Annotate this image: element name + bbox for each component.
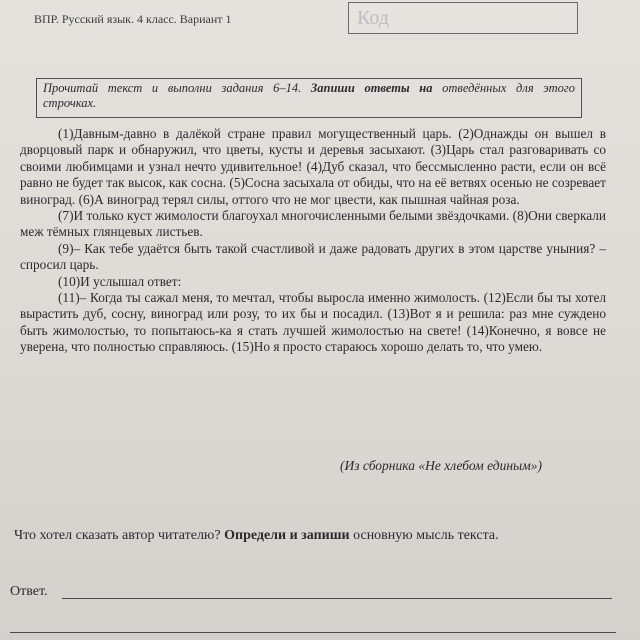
answer-line[interactable] [62,598,612,599]
question-part-1: Что хотел сказать автор читателю? [14,528,221,543]
text-paragraph-4: (10)И услышал ответ: [58,273,182,289]
question-text [14,526,614,545]
text-source: (Из сборника «Не хлебом единым») [340,458,543,473]
code-label: Код [357,7,389,29]
answer-label: Ответ. [10,584,48,599]
task-instruction-box [36,78,582,118]
text-paragraph-1: (1)Давным-давно в далёкой стране правил могущественный царь. (2)Однажды он вышел в дворцовый парк и обнаружил, что цветы, кусты и деревья засыхают. (3)Царь стал разговаривать со своими любимцами и узнал нечто удивительное! (4)Дуб сказал, что бессмысленно расти, если он всё равно не будет так высок, как сосна. (5)Сосна засыхала от обиды, что на её ветвях осенью не созревает виноград. (6)А виноград терял силы, оттого что не мог цвести, как пышная чайная роза. [20,126,606,207]
task-instruction [37,79,581,113]
page-header: ВПР. Русский язык. 4 класс. Вариант 1 [34,12,232,26]
task-instruction-bold: Запиши ответы на [310,81,433,95]
text-paragraph-5: (11)– Когда ты сажал меня, то мечтал, чтобы выросла именно жимолость. (12)Если бы ты хотел вырастить дуб, сосну, виноград или розу, то их бы и посадил. (13)Вот я и решила: раз мне суждено быть жимолостью, то попытаюсь-ка я стать лучшей жимолостью на свете! (14)Конечно, я вовсе не уверена, что полностью справляюсь. (15)Но я просто стараюсь хорошо делать то, что умею. [20,290,606,355]
question-part-2: Определи и запиши [224,528,350,543]
question-part-3: основную мысль текста. [353,528,499,543]
reading-text [20,126,606,356]
text-paragraph-3: (9)– Как тебе удаётся быть такой счастливой и даже радовать других в этом царстве уныния? – спросил царь. [20,240,606,273]
text-paragraph-2: (7)И только куст жимолости благоухал многочисленными белыми звёздочками. (8)Они сверкали меж тёмных глянцевых листьев. [20,208,606,240]
code-box [348,2,578,34]
answer-line-2[interactable] [10,632,616,633]
task-instruction-tail: отведённых для этого строчках. [43,81,576,110]
task-instruction-italic: Прочитай текст и выполни задания 6–14. [43,81,302,95]
